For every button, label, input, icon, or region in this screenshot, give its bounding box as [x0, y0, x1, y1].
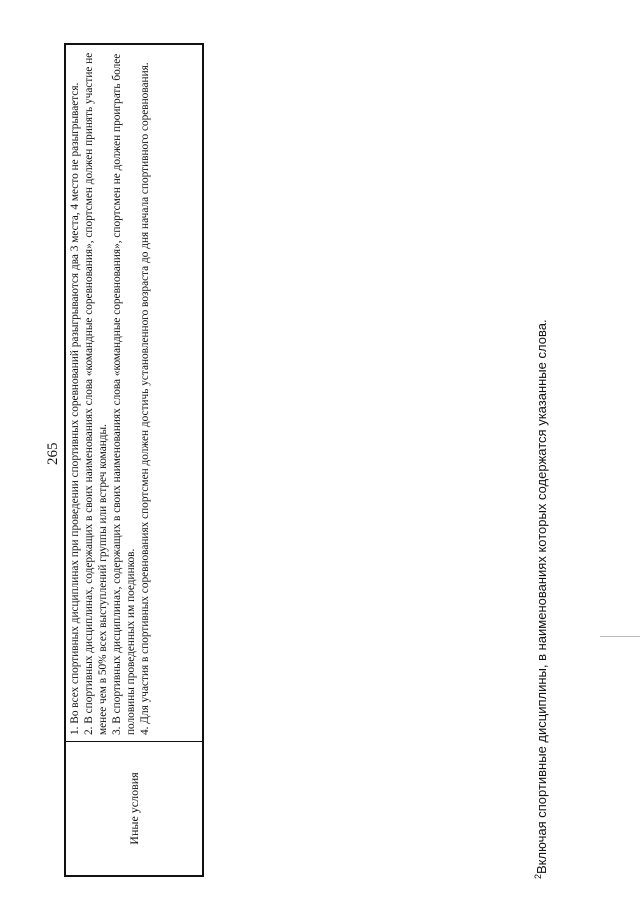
table-label: Иные условия	[126, 772, 141, 845]
conditions-table	[64, 43, 204, 877]
table-label-cell	[66, 741, 202, 875]
page-number: 265	[45, 442, 61, 465]
scan-edge-mark	[600, 636, 640, 637]
condition-item-1: 1. Во всех спортивных дисциплинах при проведении спортивных соревнований разыгрываются два 3 места, 4 место не разыгрывается.	[69, 82, 81, 735]
condition-item-4: 4. Для участия в спортивных соревнованиях спортсмен должен достичь установленного возраста до дня начала спортивного соревнования.	[138, 62, 151, 735]
condition-item-3: 3. В спортивных дисциплинах, содержащих в своих наименованиях слова «командные соревнования», спортсмен не должен проиграть более половины проведенных им поединков.	[110, 53, 137, 735]
condition-item-2: 2. В спортивных дисциплинах, содержащих в своих наименованиях слова «командные соревнования», спортсмен должен принять участие не менее чем в 50% всех выступлений группы или встреч команды.	[82, 52, 109, 735]
footnote-marker: 2	[533, 873, 543, 879]
footnote-text: Включая спортивные дисциплины, в наименованиях которых содержатся указанные слова.	[534, 319, 549, 874]
footnote	[530, 319, 550, 879]
table-content-cell	[66, 45, 202, 741]
